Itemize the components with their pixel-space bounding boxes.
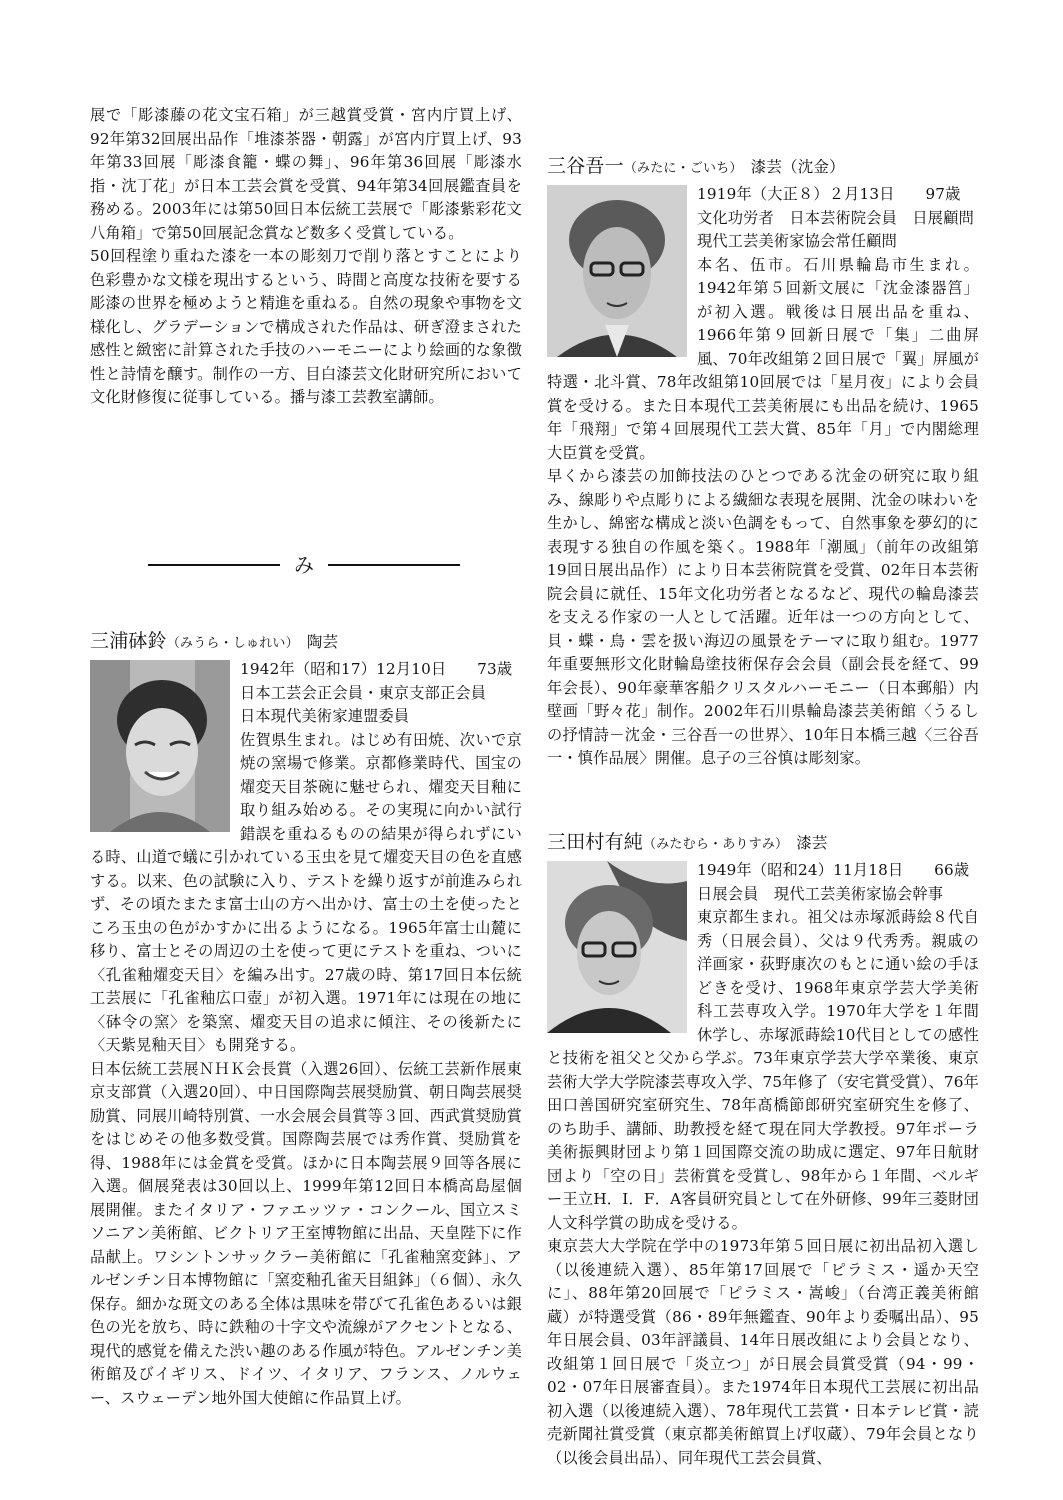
artist-birth: 1919年（大正８）２月13日 97歳 <box>697 185 961 203</box>
biography-paragraph-2: 早くから漆芸の加飾技法のひとつである沈金の研究に取り組み、線彫りや点彫りによる繊細な表現を展開、沈金の味わいを生かし、綿密な構成と淡い色調をもって、自然事象を夢幻的に表現する独自の作風を築く。1988年「潮風」（前年の改組第19回日展出品作）により日本芸術院賞を受賞、02年日本芸術院会員に就任、15年文化功労者となるなど、現代の輪島漆芸を支える作家の一人として活躍。近年は一つの方向として、貝・蝶・鳥・雲を扱い海辺の風景をテーマに取り組む。1977年重要無形文化財輪島塗技術保存会会員（副会長を経て、99年会長）、90年豪華客船クリスタルハーモニー（日本郵船）内壁画「野々花」制作。2002年石川県輪島漆芸美術館〈うるしの抒情詩－沈金・三谷吾一の世界〉、10年日本橋三越〈三谷吾一・慎作品展〉開催。息子の三谷慎は彫刻家。 <box>547 467 979 767</box>
artist-birth: 1942年（昭和17）12月10日 73歳 <box>240 660 513 678</box>
artist-affiliation-2: 日本現代美術家連盟委員 <box>240 707 410 725</box>
artist-genre: 漆芸 <box>796 834 828 852</box>
divider-line-left <box>148 564 280 566</box>
biography-paragraph-1: 本名、伍市。石川県輪島市生まれ。1942年第５回新文展に「沈金漆器筥」が初入選。戦後は日展出品を重ね、1966年第９回新日展で「集」二曲屏風、70年改組第２回日展で「翼」屏風が特選・北斗賞、78年改組第10回展では「星月夜」により会員賞を受ける。また日本現代工芸美術展にも出品を続け、1965年「飛翔」で第４回展現代工芸大賞、85年「月」で内閣総理大臣賞を受賞。 <box>547 255 979 462</box>
entry-mitani <box>547 154 990 771</box>
artist-name: 三田村有純 <box>547 831 644 853</box>
entry-miura <box>90 629 522 1410</box>
artist-genre: 漆芸（沈金） <box>750 158 845 176</box>
biography-paragraph-2: 東京芸大大学院在学中の1973年第５回日展に初出品初入選し（以後連続入選）、85年第17回展で「ピラミス・遥か天空に」、88年第20回展で「ピラミス・嵩峻」（台湾正義美術館蔵）が特選受賞（86・89年無鑑査、90年より委嘱出品）、95年日展会員、03年評議員、14年日展改組により会員となり、改組第１回日展で「炎立つ」が日展会員賞受賞（94・99・02・07年日展審査員）。また1974年日本現代工芸展に初出品初入選（以後連続入選）、78年現代工芸賞・日本テレビ賞・読売新聞社賞受賞（東京都美術館買上げ収蔵）、79年会員となり（以後会員出品）、同年現代工芸会員賞、 <box>547 1237 979 1467</box>
artist-reading: （みたむら・ありすみ） <box>643 837 789 852</box>
divider-line-right <box>328 564 460 566</box>
portrait-image <box>90 660 230 832</box>
left-column-continuation <box>90 104 522 410</box>
artist-reading: （みたに・ごいち） <box>623 161 743 176</box>
artist-name: 三浦砵鈴 <box>90 630 167 652</box>
artist-name: 三谷吾一 <box>547 155 624 177</box>
section-divider <box>148 550 460 580</box>
artist-genre: 陶芸 <box>306 633 339 651</box>
biography-paragraph-1: 東京都生まれ。祖父は赤塚派蒔絵８代自秀（日展会員）、父は９代秀秀。親戚の洋画家・荻野康次のもとに通い絵の手ほどきを受け、1968年東京学芸大学美術科工芸専攻入学。1970年大学を１年間休学し、赤塚派蒔絵10代目としての感性と技術を祖父と父から学ぶ。73年東京学芸大学卒業後、東京芸術大学大学院漆芸専攻入学、75年修了（安宅賞受賞）、76年田口善国研究室研究生、78年髙橋節郎研究室研究生を修了、のち助手、講師、助教授を経て現在同大学教授。97年ポーラ美術振興財団より第１回国際交流の助成に選定、97年日航財団より「空の日」芸術賞を受賞し、98年から１年間、ベルギー王立H．I．F．A客員研究員として在外研修、99年三菱財団人文科学賞の助成を受ける。 <box>547 908 979 1232</box>
entry-heading <box>547 154 979 181</box>
section-kana: み <box>294 553 314 577</box>
continuation-paragraph-1: 展で「彫漆藤の花文宝石箱」が三越賞受賞・宮内庁買上げ、92年第32回展出品作「堆漆茶器・朝露」が宮内庁買上げ、93年第33回展「彫漆食籠・蝶の舞」、96年第36回展「彫漆水指・沈丁花」が日本工芸会賞を受賞、94年第34回展鑑査員を務める。2003年には第50回日本伝統工芸展で「彫漆紫彩花文八角箱」で第50回展記念賞など数多く受賞している。 <box>90 106 522 242</box>
continuation-paragraph-2: 50回程塗り重ねた漆を一本の彫刻刀で削り落とすことにより色彩豊かな文様を現出するという、時間と高度な技術を要する彫漆の世界を極めようと精進を重ねる。自然の現象や事物を文様化し、グラデーションで構成された作品は、研ぎ澄まされた感性と緻密に計算された手技のハーモニーにより絵画的な象徴性と詩情を醸す。制作の一方、目白漆芸文化財研究所において文化財修復に従事している。播与漆工芸教室講師。 <box>90 247 522 406</box>
portrait-photo-miura <box>90 660 230 832</box>
portrait-photo-mitamura <box>547 861 687 1033</box>
entry-heading <box>90 629 522 656</box>
portrait-photo-mitani <box>547 185 687 357</box>
entry-mitamura <box>547 830 979 1470</box>
entry-heading <box>547 830 979 857</box>
artist-birth: 1949年（昭和24）11月18日 66歳 <box>697 861 970 879</box>
artist-affiliation-1: 文化功労者 日本芸術院会員 日展顧問 現代工芸美術家協会常任顧問 <box>697 208 990 250</box>
artist-reading: （みうら・しゅれい） <box>166 636 299 651</box>
portrait-image <box>547 185 687 357</box>
artist-affiliation-1: 日本工芸会正会員・東京支部正会員 <box>240 683 487 702</box>
biography-paragraph-2: 日本伝統工芸展ＮＨＫ会長賞（入選26回）、伝統工芸新作展東京支部賞（入選20回）、中日国際陶芸展奨励賞、朝日陶芸展奨励賞、同展川崎特別賞、一水会展会員賞等３回、西武賞奨励賞をはじめその他多数受賞。国際陶芸展では秀作賞、奨励賞を得、1988年には金賞を受賞。ほかに日本陶芸展９回等各展に入選。個展発表は30回以上、1999年第12回日本橋高島屋個展開催。またイタリア・ファエッツァ・コンクール、国立スミソニアン美術館、ビクトリア王室博物館に出品、天皇陛下に作品献上。ワシントンサックラー美術館に「孔雀釉窯変鉢」、アルゼンチン日本博物館に「窯変釉孔雀天目組鉢」（６個）、永久保存。細かな斑文のある全体は黒味を帯びて孔雀色あるいは銀色の光を放ち、時に鉄釉の十字文や流線がアクセントとなる、現代的感覚を備えた渋い趣のある作風が特色。アルゼンチン美術館及びイギリス、ドイツ、イタリア、フランス、ノルウェー、スウェーデン地外国大使館に作品買上げ。 <box>90 1059 522 1407</box>
artist-affiliation-1: 日展会員 現代工芸美術家協会幹事 <box>697 884 944 903</box>
biography-paragraph-1: 佐賀県生まれ。はじめ有田焼、次いで京焼の窯場で修業。京都修業時代、国宝の燿変天目茶碗に魅せられ、燿変天目釉に取り組み始める。その実現に向かい試行錯誤を重ねるものの結果が得られずにいる時、山道で蟻に引かれている玉虫を見て燿変天目の色を直感する。以来、色の試験に入り、テストを繰り返すが前進みられず、その頃たまたま富士山の方へ出かけ、富士の土を使ったところ玉虫の色がかすかに出るようになる。1965年富士山麓に移り、富士とその周辺の土を使って更にテストを重ね、ついに〈孔雀釉燿変天目〉を編み出す。27歳の時、第17回日本伝統工芸展に「孔雀釉広口壺」が初入選。1971年には現在の地に〈砵令の窯〉を築窯、燿変天目の追求に傾注、その後新たに〈天紫晃釉天目〉も開発する。 <box>90 730 522 1054</box>
portrait-image <box>547 861 687 1033</box>
